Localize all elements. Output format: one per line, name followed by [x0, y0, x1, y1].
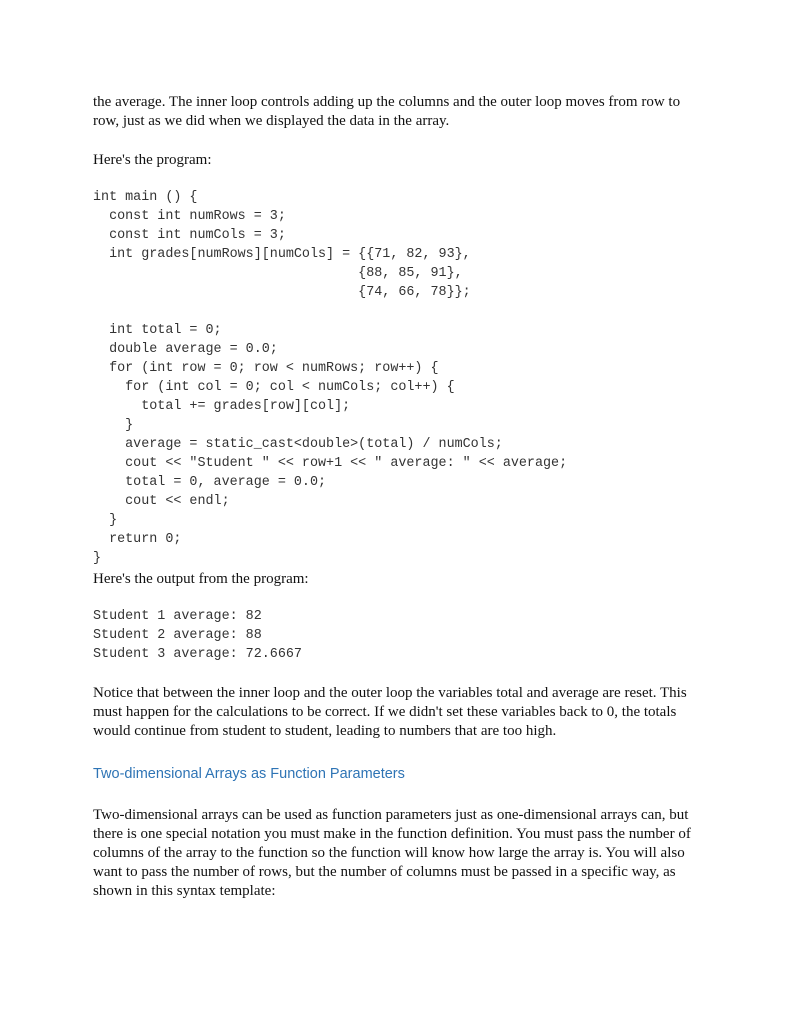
- program-intro: Here's the program:: [93, 152, 212, 168]
- code-line: cout << "Student " << row+1 << " average: " << average;: [93, 456, 568, 471]
- code-line: total += grades[row][col];: [93, 399, 351, 414]
- output-intro: Here's the output from the program:: [93, 571, 309, 587]
- code-line: return 0;: [93, 532, 182, 547]
- program-output-block: [93, 607, 302, 664]
- code-line: total = 0, average = 0.0;: [93, 475, 327, 490]
- code-line: const int numRows = 3;: [93, 209, 286, 224]
- code-line: double average = 0.0;: [93, 342, 278, 357]
- code-line: int total = 0;: [93, 323, 222, 338]
- code-line: int main () {: [93, 190, 198, 205]
- output-line: Student 2 average: 88: [93, 628, 262, 643]
- section-heading: Two-dimensional Arrays as Function Parameters: [93, 766, 405, 782]
- code-line: {74, 66, 78}};: [93, 285, 471, 300]
- code-line: int grades[numRows][numCols] = {{71, 82, 93},: [93, 247, 471, 262]
- code-line: }: [93, 513, 118, 528]
- intro-paragraph: the average. The inner loop controls adding up the columns and the outer loop moves from row to row, just as we did when we displayed the data in the array.: [93, 94, 681, 129]
- code-line: }: [93, 418, 134, 433]
- code-line: for (int col = 0; col < numCols; col++) {: [93, 380, 455, 395]
- code-line: {88, 85, 91},: [93, 266, 463, 281]
- code-line: const int numCols = 3;: [93, 228, 286, 243]
- function-paragraph: Two-dimensional arrays can be used as function parameters just as one-dimensional arrays can, but there is one special notation you must make in the function definition. You must pass the number of columns of the array to the function so the function will know how large the array is. You will also want to pass the number of rows, but the number of columns must be passed in a specific way, as shown in this syntax template:: [93, 807, 691, 899]
- output-line: Student 1 average: 82: [93, 609, 262, 624]
- code-line: cout << endl;: [93, 494, 230, 509]
- output-line: Student 3 average: 72.6667: [93, 647, 302, 662]
- program-code-block: [93, 188, 567, 568]
- code-line: for (int row = 0; row < numRows; row++) {: [93, 361, 439, 376]
- code-line: average = static_cast<double>(total) / numCols;: [93, 437, 503, 452]
- notice-paragraph: Notice that between the inner loop and the outer loop the variables total and average are reset. This must happen for the calculations to be correct. If we didn't set these variables back to 0, the totals would continue from student to student, leading to numbers that are too high.: [93, 685, 687, 739]
- code-line: }: [93, 551, 102, 566]
